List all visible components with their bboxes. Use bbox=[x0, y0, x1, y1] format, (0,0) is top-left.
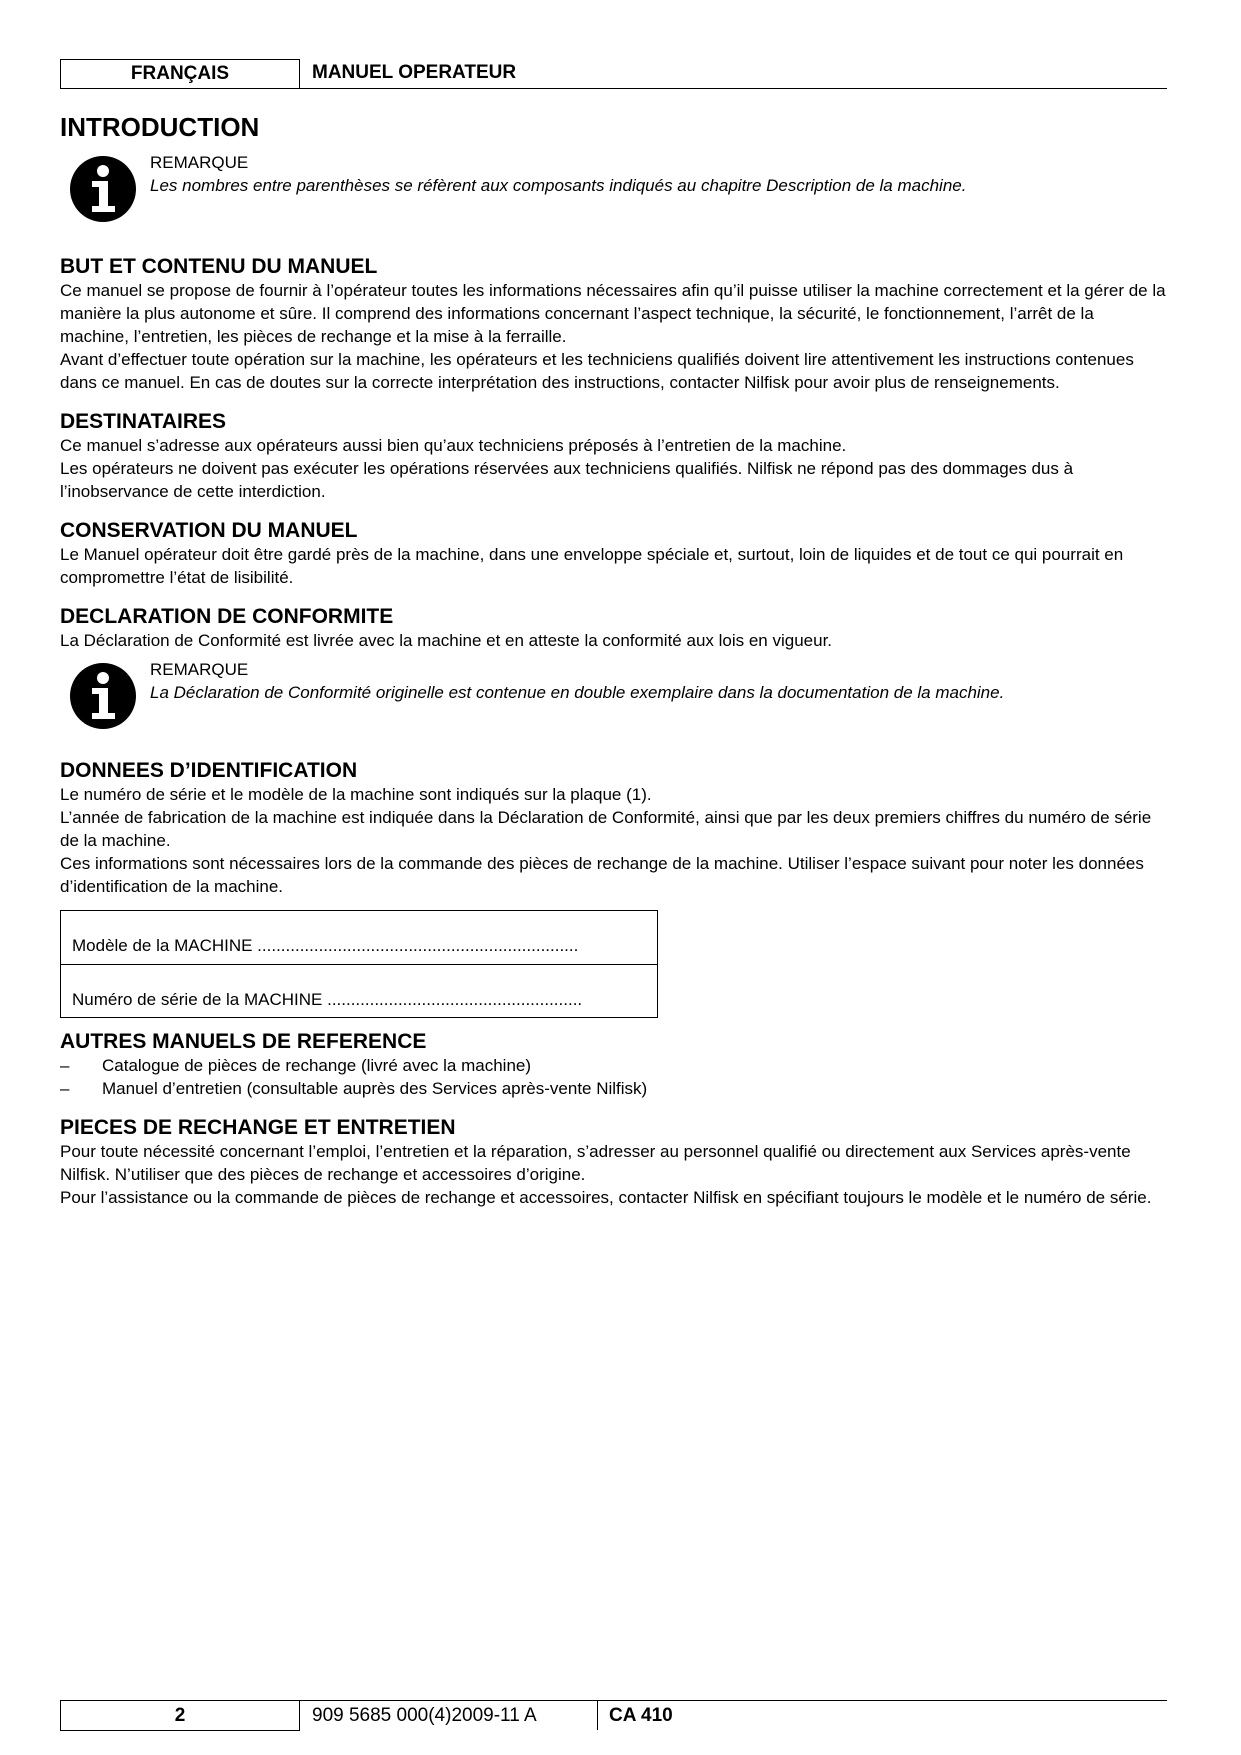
declaration-note bbox=[60, 657, 1167, 735]
info-icon bbox=[70, 663, 136, 729]
paragraph: Ce manuel s’adresse aux opérateurs aussi bien qu’aux techniciens préposés à l’entretien de la machine. bbox=[60, 436, 847, 455]
introduction-heading: INTRODUCTION bbox=[60, 112, 260, 142]
section-conservation bbox=[60, 519, 1167, 589]
content bbox=[60, 150, 1167, 1209]
paragraph: Le numéro de série et le modèle de la machine sont indiqués sur la plaque (1). bbox=[60, 785, 652, 804]
intro-note bbox=[60, 150, 1167, 228]
manual-title: MANUEL OPERATEUR bbox=[312, 62, 517, 83]
paragraph: Avant d’effectuer toute opération sur la machine, les opérateurs et les techniciens qualifiés doivent lire attentivement les instructions contenues dans ce manuel. En cas de doutes sur la correcte interprétation des instructions, contacter Nilfisk pour avoir plus de renseignements. bbox=[60, 350, 1134, 392]
info-icon bbox=[70, 156, 136, 222]
paragraph: Ce manuel se propose de fournir à l’opérateur toutes les informations nécessaires afin qu’il puisse utiliser la machine correctement et la gérer de la manière la plus autonome et sûre. Il comprend des informations concernant l’aspect technique, la sécurité, le fonctionnement, l’arrêt de la machine, l’entretien, les pièces de rechange et la mise à la ferraille. bbox=[60, 281, 1166, 346]
header-rule bbox=[300, 88, 1167, 89]
section-donnees bbox=[60, 759, 1167, 1018]
section-title: CONSERVATION DU MANUEL bbox=[60, 519, 358, 542]
page-header bbox=[60, 59, 1167, 89]
section-destinataires bbox=[60, 410, 1167, 503]
section-pieces bbox=[60, 1116, 1167, 1209]
machine-model: CA 410 bbox=[609, 1705, 673, 1726]
section-title: DECLARATION DE CONFORMITE bbox=[60, 605, 394, 628]
machine-model-field: Modèle de la MACHINE .................................................................... bbox=[72, 936, 579, 955]
language-label: FRANÇAIS bbox=[60, 59, 300, 89]
note-text: Les nombres entre parenthèses se réfèrent aux composants indiqués au chapitre Description de la machine. bbox=[150, 176, 967, 195]
section-but bbox=[60, 255, 1167, 394]
paragraph: La Déclaration de Conformité est livrée avec la machine et en atteste la conformité aux lois en vigueur. bbox=[60, 631, 833, 650]
list-dash: – bbox=[60, 1056, 70, 1075]
section-title: BUT ET CONTENU DU MANUEL bbox=[60, 255, 378, 278]
paragraph: Ces informations sont nécessaires lors de la commande des pièces de rechange de la machine. Utiliser l’espace suivant pour noter les données d’identification de la machine. bbox=[60, 854, 1144, 896]
paragraph: Les opérateurs ne doivent pas exécuter les opérations réservées aux techniciens qualifiés. Nilfisk ne répond pas des dommages dus à l’inobservance de cette interdiction. bbox=[60, 459, 1074, 501]
list-item bbox=[60, 1054, 1167, 1077]
paragraph: L’année de fabrication de la machine est indiquée dans la Déclaration de Conformité, ainsi que par les deux premiers chiffres du numéro de série de la machine. bbox=[60, 808, 1152, 850]
note-label: REMARQUE bbox=[150, 153, 249, 172]
paragraph: Le Manuel opérateur doit être gardé près de la machine, dans une enveloppe spéciale et, surtout, loin de liquides et de tout ce qui pourrait en compromettre l’état de lisibilité. bbox=[60, 545, 1124, 587]
list-item bbox=[60, 1077, 1167, 1100]
document-code: 909 5685 000(4)2009-11 A bbox=[312, 1705, 537, 1726]
section-title: PIECES DE RECHANGE ET ENTRETIEN bbox=[60, 1116, 456, 1139]
footer-separator bbox=[597, 1701, 598, 1730]
list-dash: – bbox=[60, 1079, 70, 1098]
list-item-text: Manuel d’entretien (consultable auprès des Services après-vente Nilfisk) bbox=[102, 1079, 648, 1098]
section-title: DESTINATAIRES bbox=[60, 410, 227, 433]
paragraph: Pour l’assistance ou la commande de pièces de rechange et accessoires, contacter Nilfisk en spécifiant toujours le modèle et le numéro de série. bbox=[60, 1188, 1152, 1207]
section-title: DONNEES D’IDENTIFICATION bbox=[60, 759, 358, 782]
machine-serial-field: Numéro de série de la MACHINE ...................................................... bbox=[61, 964, 657, 1017]
section-title: AUTRES MANUELS DE REFERENCE bbox=[60, 1030, 427, 1053]
note-text: La Déclaration de Conformité originelle est contenue en double exemplaire dans la documentation de la machine. bbox=[150, 683, 1005, 702]
section-declaration bbox=[60, 605, 1167, 735]
list-item-text: Catalogue de pièces de rechange (livré avec la machine) bbox=[102, 1056, 532, 1075]
note-label: REMARQUE bbox=[150, 660, 249, 679]
paragraph: Pour toute nécessité concernant l’emploi, l’entretien et la réparation, s’adresser au personnel qualifié ou directement aux Services après-vente Nilfisk. N’utiliser que des pièces de rechange et accessoires d’origine. bbox=[60, 1142, 1131, 1184]
section-autres bbox=[60, 1030, 1167, 1100]
identification-box bbox=[60, 910, 658, 1018]
page-footer bbox=[60, 1700, 1167, 1732]
page-number: 2 bbox=[60, 1700, 300, 1731]
